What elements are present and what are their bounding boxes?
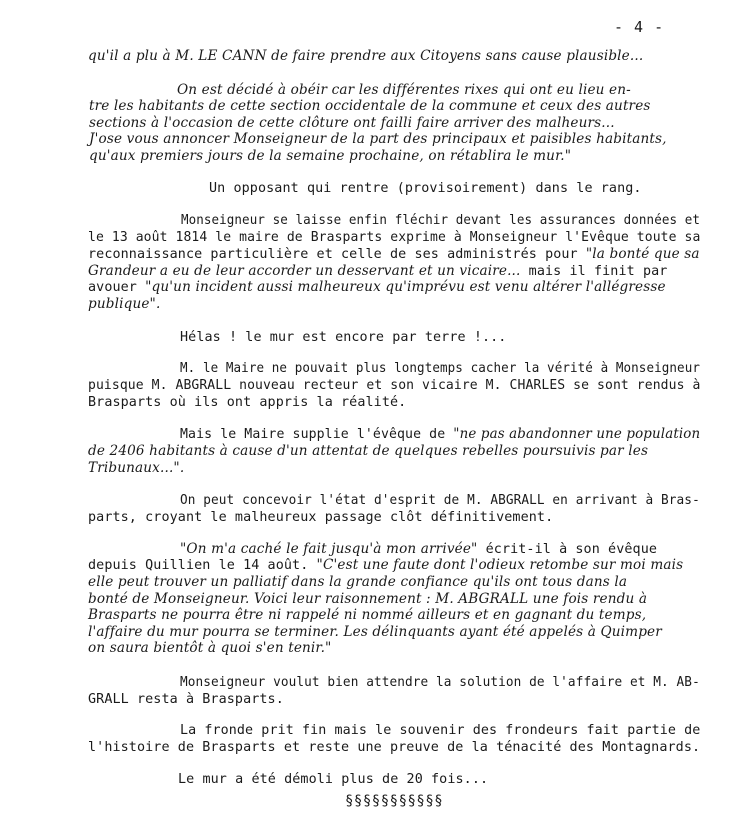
text-line xyxy=(88,591,647,608)
text-line xyxy=(178,771,488,788)
text-line xyxy=(180,329,506,346)
text-line xyxy=(88,509,553,526)
body-text: le 13 août 1814 le maire de Brasparts exprime à Monseigneur l'Evêque toute sa xyxy=(88,230,701,245)
body-text: écrit-il à son évêque xyxy=(477,542,658,557)
quoted-text: Grandeur a eu de leur accorder un desservant et un vicaire... xyxy=(88,263,521,279)
body-text: Un opposant qui rentre (provisoirement) dans le rang. xyxy=(209,181,642,196)
body-text: Monseigneur voulut bien attendre la solution de l'affaire et M. AB- xyxy=(180,675,700,690)
quoted-text: "On m'a caché le fait jusqu'à mon arrivée" xyxy=(180,541,478,557)
quoted-text: qu'il a plu à M. LE CANN de faire prendre aux Citoyens sans cause plausible... xyxy=(88,48,644,64)
text-line xyxy=(180,426,700,443)
text-line xyxy=(88,574,627,591)
quoted-text: "ne pas abandonner une population xyxy=(453,426,701,442)
text-line xyxy=(88,624,662,641)
quoted-text: Brasparts ne pourra être ni rappelé ni nommé ailleurs et en gagnant du temps, xyxy=(88,607,647,623)
text-line xyxy=(88,739,700,756)
text-line xyxy=(177,82,631,99)
text-line xyxy=(88,607,646,624)
text-line xyxy=(89,131,667,148)
body-text: reconnaissance particulière et celle de ses administrés pour xyxy=(88,247,586,262)
text-line xyxy=(88,394,406,411)
quoted-text: "C'est une faute dont l'odieux retombe sur moi mais xyxy=(316,557,684,573)
text-line xyxy=(88,557,683,574)
text-line xyxy=(88,229,700,246)
body-text: Monseigneur se laisse enfin fléchir devant les assurances données et xyxy=(181,213,700,228)
body-text: parts, croyant le malheureux passage clôt définitivement. xyxy=(88,510,554,525)
text-line xyxy=(209,180,642,197)
text-line xyxy=(88,279,666,296)
quoted-text: On est décidé à obéir car les différentes rixes qui ont eu lieu en- xyxy=(177,82,631,98)
body-text: Hélas ! le mur est encore par terre !... xyxy=(180,330,507,345)
text-line xyxy=(88,263,667,280)
text-line xyxy=(180,722,700,739)
quoted-text: qu'aux premiers jours de la semaine prochaine, on rétablira le mur." xyxy=(89,148,572,164)
quoted-text: elle peut trouver un palliatif dans la grande confiance qu'ils ont tous dans la xyxy=(88,574,628,590)
body-text: Le mur a été démoli plus de 20 fois... xyxy=(178,772,489,787)
text-line xyxy=(89,115,615,132)
text-line xyxy=(89,98,651,115)
body-text: l'histoire de Brasparts et reste une preuve de la ténacité des Montagnards. xyxy=(88,740,701,755)
text-line xyxy=(88,460,184,477)
quoted-text: publique". xyxy=(88,296,161,312)
text-line xyxy=(88,640,331,657)
text-line xyxy=(88,246,700,263)
text-line xyxy=(88,377,700,394)
text-line xyxy=(88,48,643,65)
section-separator: §§§§§§§§§§§ xyxy=(345,793,444,809)
body-text: mais il finit par xyxy=(520,264,668,279)
quoted-text: "la bonté que sa xyxy=(585,246,700,262)
body-text: M. le Maire ne pouvait plus longtemps cacher la vérité à Monseigneur xyxy=(180,361,700,376)
text-line xyxy=(88,296,160,313)
text-line xyxy=(88,691,284,708)
text-line xyxy=(181,212,700,229)
body-text: GRALL resta à Brasparts. xyxy=(88,692,284,707)
body-text: avouer xyxy=(88,280,146,295)
text-line xyxy=(88,443,648,460)
quoted-text: l'affaire du mur pourra se terminer. Les délinquants ayant été appelés à Quimper xyxy=(88,624,662,640)
body-text: La fronde prit fin mais le souvenir des frondeurs fait partie de xyxy=(180,723,701,738)
quoted-text: J'ose vous annoncer Monseigneur de la part des principaux et paisibles habitants, xyxy=(89,131,667,147)
quoted-text: tre les habitants de cette section occidentale de la commune et ceux des autres xyxy=(89,98,651,114)
text-line xyxy=(89,148,571,165)
text-line xyxy=(180,674,700,691)
quoted-text: de 2406 habitants à cause d'un attentat de quelques rebelles poursuivis par les xyxy=(88,443,649,459)
body-text: puisque M. ABGRALL nouveau recteur et son vicaire M. CHARLES se sont rendus à xyxy=(88,378,701,393)
quoted-text: "qu'un incident aussi malheureux qu'imprévu est venu altérer l'allégresse xyxy=(145,279,666,295)
body-text: Brasparts où ils ont appris la réalité. xyxy=(88,395,407,410)
quoted-text: Tribunaux...". xyxy=(88,460,185,476)
quoted-text: on saura bientôt à quoi s'en tenir." xyxy=(88,640,332,656)
body-text: On peut concevoir l'état d'esprit de M. ABGRALL en arrivant à Bras- xyxy=(180,493,700,508)
text-line xyxy=(180,541,657,558)
text-line xyxy=(180,492,700,509)
body-text: depuis Quillien le 14 août. xyxy=(88,558,317,573)
text-line xyxy=(180,360,700,377)
quoted-text: sections à l'occasion de cette clôture ont failli faire arriver des malheurs... xyxy=(89,115,615,131)
quoted-text: bonté de Monseigneur. Voici leur raisonnement : M. ABGRALL une fois rendu à xyxy=(88,591,648,607)
page-number: - 4 - xyxy=(614,18,665,36)
body-text: Mais le Maire supplie l'évêque de xyxy=(180,427,454,442)
